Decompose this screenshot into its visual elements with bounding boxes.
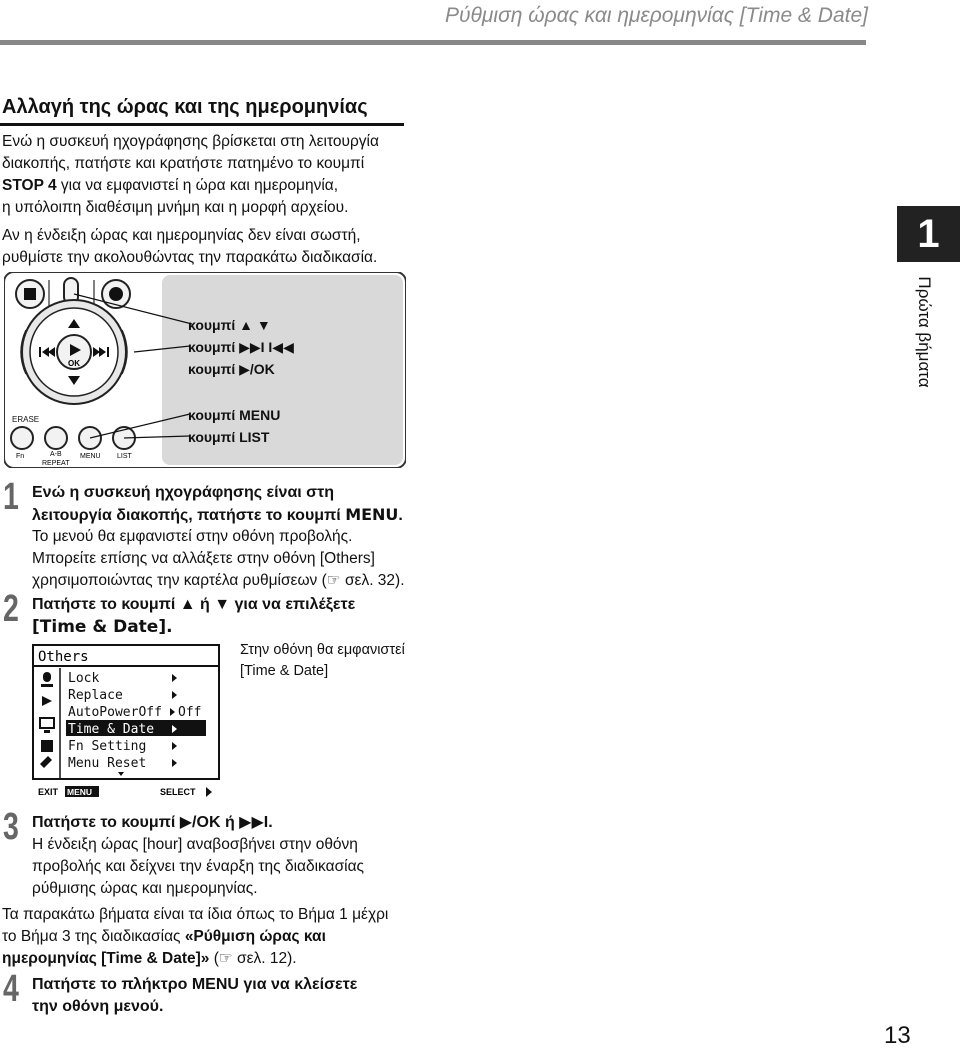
autopoweroff-value: Off	[178, 705, 202, 720]
fn-label: Fn	[16, 453, 25, 460]
step-body: προβολής και δείχνει την έναρξη της διαδικασίας	[32, 858, 365, 875]
menu-item-menu-reset: Menu Reset	[68, 756, 147, 771]
step-body: Μπορείτε επίσης να αλλάξετε στην οθόνη [Others]	[32, 550, 375, 567]
menu-key-ref: MENU	[345, 505, 399, 524]
menu-item-autopoweroff: AutoPowerOff	[68, 705, 162, 720]
section-divider	[0, 123, 404, 126]
chapter-label-text: Πρώτα βήματα	[915, 276, 934, 388]
fn-button-icon	[11, 427, 33, 449]
exit-label: EXIT	[38, 787, 59, 797]
step-body: ρύθμισης ώρας και ημερομηνίας.	[32, 880, 258, 897]
header-divider	[0, 40, 866, 45]
step-number: 2	[3, 588, 19, 630]
note-line: Τα παρακάτω βήματα είναι τα ίδια όπως το Βήμα 1 μέχρι	[2, 906, 389, 923]
intro-line	[2, 175, 338, 197]
device-callout-menu: κουμπί MENU	[188, 407, 281, 423]
screen-caption-line: [Time & Date]	[240, 663, 329, 679]
step-body: Η ένδειξη ώρας [hour] αναβοσβήνει στην οθόνη	[32, 836, 358, 853]
screen-header: Others	[38, 649, 89, 665]
note-reference: «Ρύθμιση ώρας και	[184, 928, 326, 945]
step-title-text: .	[398, 507, 403, 524]
menu-item-lock: Lock	[68, 671, 100, 686]
step-title: την οθόνη μενού.	[32, 998, 164, 1015]
step-title: Πατήστε το κουμπί ▲ ή ▼ για να επιλέξετε	[32, 596, 356, 613]
note-text: το Βήμα 3 της διαδικασίας	[2, 928, 185, 945]
note-line	[2, 948, 297, 970]
menu-item-time-date: Time & Date	[68, 722, 155, 737]
memory-icon	[41, 740, 53, 752]
screen-caption	[240, 640, 405, 682]
step-body: Το μενού θα εμφανιστεί στην οθόνη προβολής.	[32, 528, 353, 545]
intro-text: για να εμφανιστεί η ώρα και ημερομηνία,	[56, 177, 339, 194]
ab-label: A-B	[50, 451, 62, 458]
intro-line: η υπόλοιπη διαθέσιμη μνήμη και η μορφή αρχείου.	[2, 199, 349, 216]
step-title: Πατήστε το πλήκτρο MENU για να κλείσετε	[32, 976, 358, 993]
step-body: χρησιμοποιώντας την καρτέλα ρυθμίσεων (☞ σελ. 32).	[32, 572, 405, 589]
step-title-text: λειτουργία διακοπής, πατήστε το κουμπί	[32, 507, 346, 524]
device-callout-list: κουμπί LIST	[188, 429, 270, 445]
device-callout-updown: κουμπί ▲ ▼	[188, 317, 271, 333]
intro-line: Αν η ένδειξη ώρας και ημερομηνίας δεν είναι σωστή,	[2, 227, 361, 244]
intro-line: ρυθμίστε την ακολουθώντας την παρακάτω διαδικασία.	[2, 249, 378, 266]
ab-repeat-button-icon	[45, 427, 67, 449]
menu-item-replace: Replace	[68, 688, 123, 703]
menu-badge: MENU	[67, 787, 93, 797]
note-line	[2, 926, 326, 948]
erase-label: ERASE	[12, 415, 40, 424]
device-callout-skip: κουμπί ▶▶I I◀◀	[188, 339, 294, 355]
chapter-number-tab: 1	[897, 206, 960, 262]
mic-icon	[43, 672, 51, 682]
device-callout-ok: κουμπί ▶/OK	[188, 361, 275, 377]
step-number: 4	[3, 968, 19, 1010]
menu-label: MENU	[80, 453, 101, 460]
running-header-title: Ρύθμιση ώρας και ημερομηνίας [Time & Date]	[444, 4, 868, 27]
note-text: (☞ σελ. 12).	[209, 950, 297, 967]
step-number: 1	[3, 476, 19, 518]
select-label: SELECT	[160, 787, 196, 797]
repeat-label: REPEAT	[42, 460, 70, 467]
step-title: Ενώ η συσκευή ηχογράφησης είναι στη	[32, 484, 335, 501]
intro-line: διακοπής, πατήστε και κρατήστε πατημένο το κουμπί	[2, 155, 365, 172]
intro-line: Ενώ η συσκευή ηχογράφησης βρίσκεται στη λειτουργία	[2, 133, 379, 150]
chapter-label	[904, 272, 944, 392]
list-label: LIST	[117, 453, 132, 460]
step-title: Πατήστε το κουμπί ▶/OK ή ▶▶I.	[32, 814, 273, 831]
menu-screen-illustration	[32, 644, 220, 804]
screen-caption-line: Στην οθόνη θα εμφανιστεί	[240, 642, 405, 658]
step-number: 3	[3, 806, 19, 848]
note-reference: ημερομηνίας [Time & Date]»	[2, 950, 210, 967]
step-title	[32, 504, 403, 527]
menu-item-fn-setting: Fn Setting	[68, 739, 147, 754]
section-title: Αλλαγή της ώρας και της ημερομηνίας	[2, 96, 368, 118]
stop-button-ref: STOP 4	[2, 177, 57, 194]
step-title: [Time & Date].	[32, 617, 173, 637]
page-number: 13	[884, 1022, 911, 1049]
ok-label: OK	[68, 359, 80, 368]
